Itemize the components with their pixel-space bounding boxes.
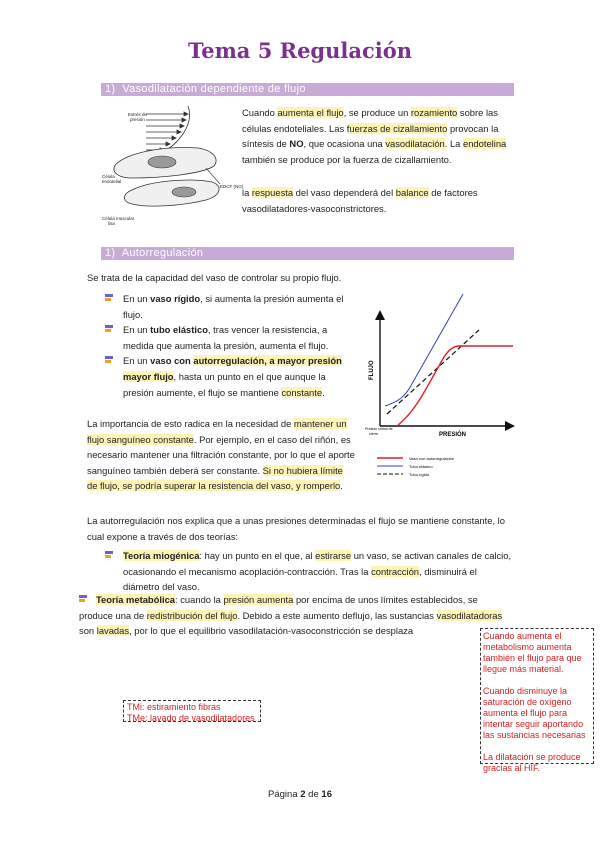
pen-bullet-icon	[105, 325, 115, 333]
note-line: TMe: lavado de vasodilatadores	[127, 713, 255, 723]
pen-bullet-icon	[79, 595, 89, 603]
pen-bullet-icon	[105, 294, 115, 302]
note-paragraph: La dilatación se produce gracias al HIF.	[483, 752, 581, 773]
label-celula-muscular: Célula muscular	[102, 216, 135, 221]
list-item: En un vaso con autorregulación, a mayor presión mayor flujo, hasta un punto en el que aunque la presión aumente, el flujo se mantiene constante.	[103, 353, 350, 400]
series-tubo-elastico	[385, 294, 463, 406]
note-paragraph: Cuando disminuye la saturación de oxígeno aumenta el flujo para intentar seguir aportando las sustancias necesarias	[483, 686, 586, 740]
list-item-metabolica: Teoría metabólica: cuando la presión aumenta por encima de unos límites establecidos, se produce una de redistribución del flujo. Debido a este aumento deflujo, las sustancias vasodilatadoras son lavadas, por lo que el equilibrio vasodilatación-vasoconstricción se desplaza	[79, 594, 503, 637]
label-celula-endotelial: Célula	[102, 174, 115, 179]
vessel-types-list	[103, 291, 350, 400]
section-label: Autorregulación	[121, 247, 204, 259]
current-page-number: 2	[300, 789, 306, 800]
list-item-miogenica: Teoría miogénica: hay un punto en el que, al estirarse un vaso, se activan canales de calcio, ocasionando el mecanismo acoplación-contracción. Tras la contracción, disminuirá el diámetro del vaso.	[103, 548, 513, 595]
label-edcf: EDCF (NO)	[220, 184, 244, 189]
total-pages: 16	[321, 789, 332, 800]
endothelium-figure	[102, 102, 244, 232]
svg-text:cierre: cierre	[369, 432, 378, 436]
legend-elastic: Tubo elástico	[409, 464, 433, 469]
annotation-box-left	[123, 700, 261, 722]
section-label: Vasodilatación dependiente de flujo	[122, 83, 306, 95]
page-title: Tema 5 Regulación	[187, 38, 413, 63]
list-item: En un tubo elástico, tras vencer la resistencia, a medida que aumenta la presión, aumenta el flujo.	[103, 322, 350, 353]
paragraph-teorias-intro: La autorregulación nos explica que a unas presiones determinadas el flujo se mantiene constante, lo cual expone a través de dos teorías:	[87, 515, 505, 542]
section-header-vasodilatacion	[101, 83, 514, 96]
label-estres: Estrés de	[128, 112, 148, 117]
note-paragraph: Cuando aumenta el metabolismo aumenta también el flujo para que llegue más material.	[483, 631, 582, 674]
endothelium-diagram	[102, 102, 244, 232]
section-header-autorregulacion	[101, 247, 514, 260]
svg-text:endotelial: endotelial	[102, 179, 122, 184]
list-item: En un vaso rígido, si aumenta la presión aumenta el flujo.	[103, 291, 350, 322]
y-axis-arrow	[375, 310, 385, 320]
section-number: 1)	[105, 83, 116, 95]
y-axis-label: FLUJO	[369, 360, 375, 380]
x-axis-arrow	[505, 421, 515, 431]
paragraph-respuesta: la respuesta del vaso dependerá del balance de factores vasodilatadores-vasoconstrictores.	[242, 187, 478, 214]
page-footer: Página 2 de 16	[268, 789, 332, 800]
series-vaso-autorregulacion	[397, 346, 513, 426]
x-axis-label: PRESIÓN	[439, 432, 467, 438]
paragraph-flujo: Cuando aumenta el flujo, se produce un rozamiento sobre las células endoteliales. Las fuerzas de cizallamiento provocan la síntesis de NO, que ocasiona una vasodilatación. La endotelina también se produce por la fuerza de cizallamiento.	[242, 107, 507, 165]
pen-bullet-icon	[105, 356, 115, 364]
series-tubo-rigido	[387, 330, 479, 414]
pen-bullet-icon	[105, 551, 115, 559]
legend-auto: Vaso con autorregulación	[409, 456, 455, 461]
paragraph-definicion: Se trata de la capacidad del vaso de controlar su propio flujo.	[87, 272, 342, 283]
autoregulation-chart	[363, 290, 523, 485]
svg-text:presión: presión	[130, 117, 145, 122]
annotation-box-right	[480, 628, 594, 773]
corner-label: Presión critica de	[365, 427, 393, 431]
note-line: TMi: estiramiento fibras	[127, 702, 221, 712]
chart-svg	[363, 290, 523, 485]
theory-list	[103, 548, 513, 595]
paragraph-importancia: La importancia de esto radica en la necesidad de mantener un flujo sanguíneo constante. Por ejemplo, en el caso del riñón, es necesario mantener una filtración constante, por lo que el aporte sanguíneo también deberá ser constante. Si no hubiera límite de flujo, se podría superar la resistencia del vaso, y romperlo.	[87, 418, 355, 492]
svg-text:lisa: lisa	[108, 221, 115, 226]
legend-rigid: Tubo rígido	[409, 472, 430, 477]
section-number: 1)	[105, 247, 116, 259]
